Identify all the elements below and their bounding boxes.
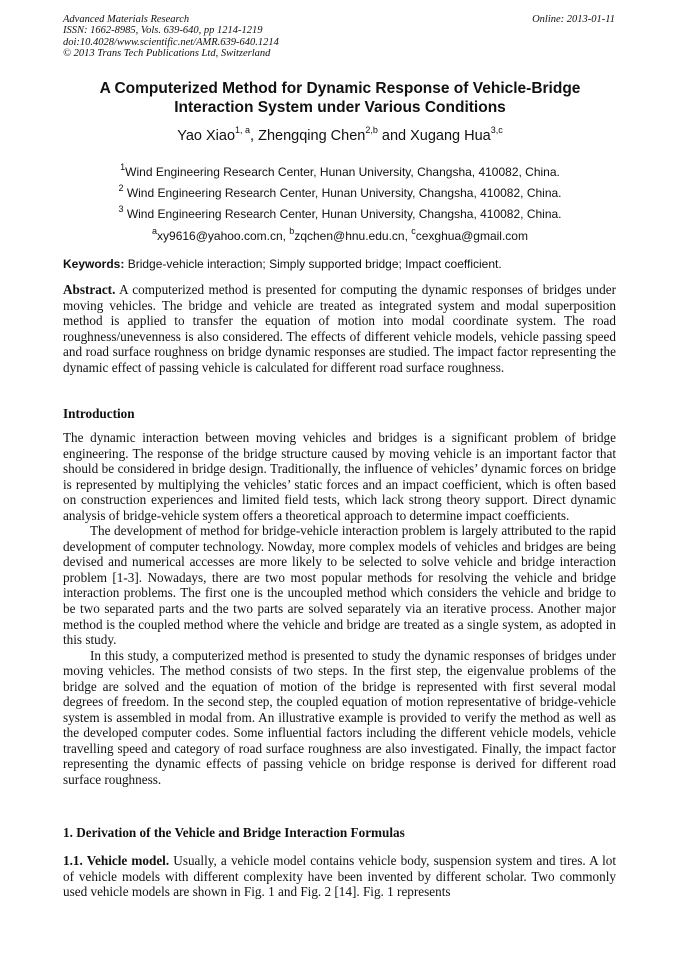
affiliation-3 <box>60 204 620 221</box>
author-affiliation-mark: 2,b <box>365 125 378 136</box>
keywords-label: Keywords: <box>63 257 125 271</box>
author-name: Xugang Hua <box>410 128 491 144</box>
email-mark: c <box>411 226 416 236</box>
affiliation-1 <box>60 162 620 179</box>
subsection-1-1 <box>63 853 616 900</box>
author-name: Yao Xiao <box>177 128 236 144</box>
email-address[interactable]: cexghua@gmail.com <box>415 229 528 243</box>
email-mark: b <box>289 226 295 236</box>
keywords <box>63 257 616 271</box>
abstract-label: Abstract. <box>63 282 116 297</box>
doi-line[interactable]: doi:10.4028/www.scientific.net/AMR.639-640.1214 <box>63 36 279 48</box>
keywords-text: Bridge-vehicle interaction; Simply supported bridge; Impact coefficient. <box>124 257 502 271</box>
author-emails <box>60 226 620 243</box>
affiliation-mark: 1 <box>120 162 126 172</box>
paper-title <box>60 80 620 117</box>
subsection-paragraph <box>63 853 616 900</box>
issn-line: ISSN: 1662-8985, Vols. 639-640, pp 1214-1219 <box>63 25 263 37</box>
copyright-line: © 2013 Trans Tech Publications Ltd, Switzerland <box>63 47 271 59</box>
abstract-text: A computerized method is presented for computing the dynamic responses of bridges under moving vehicles. The bridge and vehicle are treated as integrated system and modal superposition method is applied to transfer the equation of motion into modal coordinate system. The road roughness/unevenness is also considered. The effects of different vehicle models, vehicle passing speed and road surface roughness on bridge dynamic responses are studied. The impact factor representing the dynamic effect of passing vehicle is calculated for different road surface roughness. <box>63 282 616 375</box>
intro-paragraph: The dynamic interaction between moving vehicles and bridges is a significant problem of bridge engineering. The response of the bridge structure caused by moving vehicle is an important factor that should be considered in bridge design. Traditionally, the influence of vehicles’ dynamic forces on bridge is represented by multiplying the vehicles’ static forces and an impact coefficient, which is often based on construction experiences and limited field tests, which lack strong theory support. Direct dynamic analysis of bridge-vehicle system offers a theoretical approach to determine impact coefficients. <box>63 430 616 523</box>
affiliation-2 <box>60 183 620 200</box>
section-1-heading: 1. Derivation of the Vehicle and Bridge Interaction Formulas <box>63 825 405 840</box>
affiliation-text: Wind Engineering Research Center, Hunan University, Changsha, 410082, China. <box>125 165 560 179</box>
author-list <box>60 127 620 145</box>
email-address[interactable]: xy9616@yahoo.com.cn, <box>157 229 290 243</box>
author-name: Zhengqing Chen <box>258 128 366 144</box>
abstract <box>63 282 616 375</box>
affiliation-text: Wind Engineering Research Center, Hunan University, Changsha, 410082, China. <box>123 207 562 221</box>
intro-heading: Introduction <box>63 406 135 421</box>
introduction <box>63 430 616 788</box>
journal-header <box>63 14 403 59</box>
author-affiliation-mark: 1, a <box>235 125 251 136</box>
intro-paragraph: In this study, a computerized method is presented to study the dynamic responses of bridges under moving vehicles. The method consists of two steps. In the first step, the eigenvalue problems of the bridge are solved and the equation of motion of the bridge is represented with first several modal degrees of freedom. In the second step, the coupled equation of motion representative of bridge-vehicle system is assembled in modal from. An illustrative example is provided to verify the method as well as the developed computer codes. Some influential factors including the different vehicle models, vehicle travelling speed and category of road surface roughness are also investigated. Finally, the impact factor representing the dynamic effects of passing vehicle on bridge response is derived for different road surface roughness. <box>63 647 616 788</box>
affiliation-text: Wind Engineering Research Center, Hunan University, Changsha, 410082, China. <box>123 186 562 200</box>
intro-paragraph: The development of method for bridge-vehicle interaction problem is largely attributed to the rapid development of computer technology. Nowday, more complex models of vehicles and bridges are being devised and numerical accesses are more likely to be selected to solve vehicle and bridge interaction problem [1-3]. Nowadays, there are two most popular methods for resolving the vehicle and bridge interaction problems. The first one is the uncoupled method which considers the vehicle and bridge to be two separated parts and the two parts are solved separately via an iterative process. Another major method is the coupled method where the vehicle and bridge are treated as a single system, as adopted in this study. <box>63 523 616 648</box>
subsection-text: Usually, a vehicle model contains vehicle body, suspension system and tires. A lot of vehicle models with different complexity have been invented by different scholar. Two commonly used vehicle models are shown in Fig. 1 and Fig. 2 [14]. Fig. 1 represents <box>63 853 616 900</box>
author-affiliation-mark: 3,c <box>490 125 503 136</box>
title-line-2: Interaction System under Various Conditions <box>174 98 506 116</box>
author-separator: , <box>250 128 259 144</box>
online-date: Online: 2013-01-11 <box>532 14 615 25</box>
affiliation-mark: 2 <box>118 183 124 193</box>
affiliation-mark: 3 <box>118 204 124 214</box>
author-and: and <box>377 128 411 144</box>
email-address[interactable]: zqchen@hnu.edu.cn, <box>294 229 412 243</box>
title-line-1: A Computerized Method for Dynamic Response of Vehicle-Bridge <box>99 80 581 97</box>
subsection-label: 1.1. Vehicle model. <box>63 853 170 868</box>
email-mark: a <box>152 226 158 236</box>
journal-name: Advanced Materials Research <box>63 14 190 25</box>
